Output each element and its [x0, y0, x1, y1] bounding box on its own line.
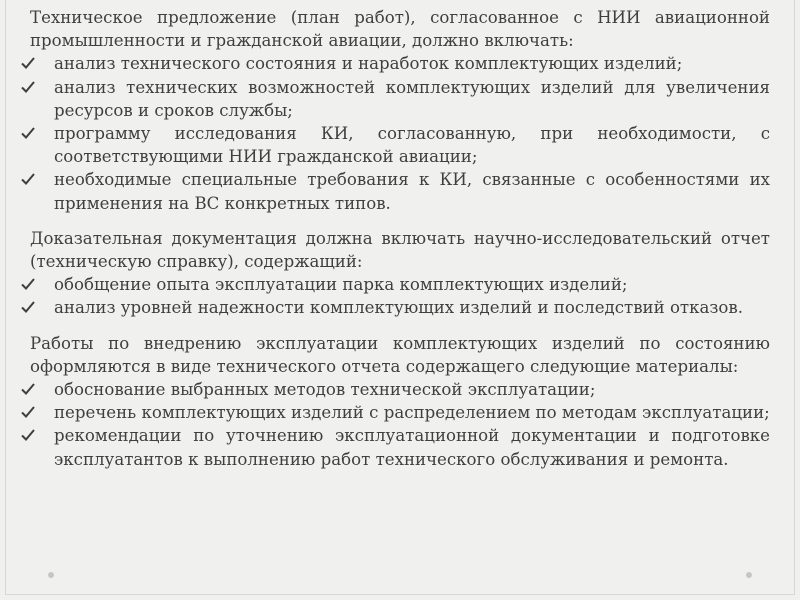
list-item-text: необходимые специальные требования к КИ, связанные с особенностями их применения на ВС конкретных типов.	[54, 170, 770, 213]
block-evidence-documentation	[30, 227, 770, 320]
list-item-text: обобщение опыта эксплуатации парка комплектующих изделий;	[54, 275, 628, 295]
list-item-text: анализ технического состояния и наработок комплектующих изделий;	[54, 54, 683, 74]
corner-dot-left	[48, 572, 54, 578]
checklist	[30, 378, 770, 471]
list-item-text: программу исследования КИ, согласованную, при необходимости, с соответствующими НИИ гражданской авиации;	[54, 124, 770, 167]
list-item-text: анализ технических возможностей комплектующих изделий для увеличения ресурсов и сроков службы;	[54, 77, 770, 120]
block-intro: Доказательная документация должна включать научно-исследовательский отчет (техническую справку), содержащий:	[30, 228, 770, 272]
corner-dot-right	[746, 572, 752, 578]
list-item	[30, 168, 770, 214]
checkmark-icon	[20, 125, 36, 141]
list-item-text: рекомендации по уточнению эксплуатационной документации и подготовке эксплуатантов к выполнению работ технического обслуживания и ремонта.	[54, 426, 770, 469]
list-item	[30, 273, 770, 296]
checkmark-icon	[20, 404, 36, 420]
list-item	[30, 76, 770, 122]
list-item	[30, 296, 770, 319]
block-implementation-works	[30, 332, 770, 471]
checkmark-icon	[20, 276, 36, 292]
list-item	[30, 401, 770, 424]
block-intro: Техническое предложение (план работ), согласованное с НИИ авиационной промышленности и гражданской авиации, должно включать:	[30, 8, 770, 51]
checkmark-icon	[20, 171, 36, 187]
checkmark-icon	[20, 299, 36, 315]
block-intro: Работы по внедрению эксплуатации комплектующих изделий по состоянию оформляются в виде технического отчета содержащего следующие материалы:	[30, 333, 770, 376]
block-technical-proposal	[30, 6, 770, 215]
list-item	[30, 122, 770, 168]
checkmark-icon	[20, 381, 36, 397]
slide-content	[30, 6, 770, 483]
checkmark-icon	[20, 427, 36, 443]
list-item	[30, 52, 770, 75]
checklist	[30, 273, 770, 319]
checklist	[30, 52, 770, 214]
checkmark-icon	[20, 79, 36, 95]
checkmark-icon	[20, 55, 36, 71]
list-item-text: обоснование выбранных методов технической эксплуатации;	[54, 380, 596, 400]
list-item	[30, 378, 770, 401]
list-item-text: анализ уровней надежности комплектующих изделий и последствий отказов.	[54, 298, 744, 318]
list-item	[30, 424, 770, 470]
list-item-text: перечень комплектующих изделий с распределением по методам эксплуатации;	[54, 403, 770, 423]
